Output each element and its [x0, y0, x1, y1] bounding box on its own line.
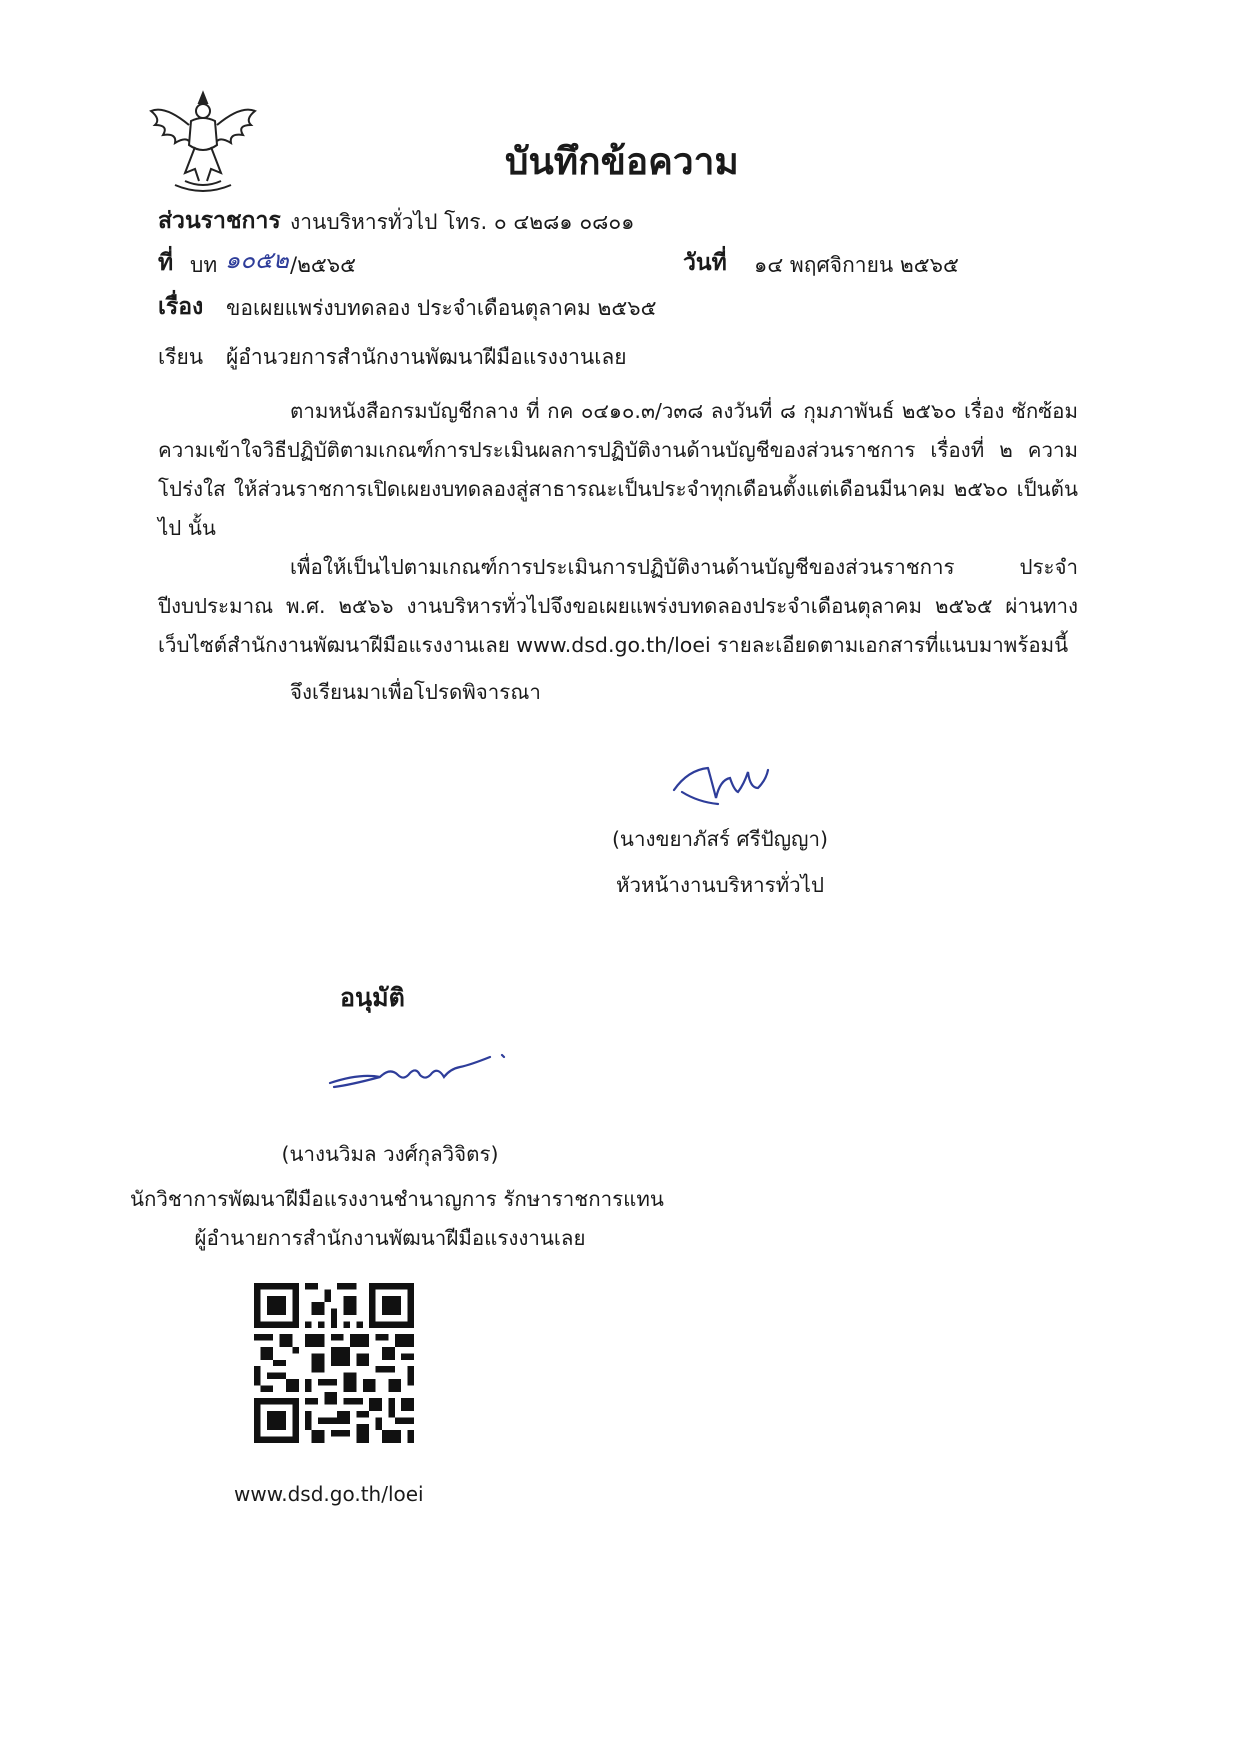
body-paragraph-1-text: ตามหนังสือกรมบัญชีกลาง ที่ กค ๐๔๑๐.๓/ว๓๘ ลงวันที่ ๘ กุมภาพันธ์ ๒๕๖๐ เรื่อง ซักซ้อมความเข้าใจวิธีปฏิบัติตามเกณฑ์การประเมินผลการปฏิบัติงานด้านบัญชีของส่วนราชการ เรื่องที่ ๒ ความโปร่งใส ให้ส่วนราชการเปิดเผยงบทดลองสู่สาธารณะเป็นประจำทุกเดือนตั้งแต่เดือนมีนาคม ๒๕๖๐ เป็นต้นไป นั้น	[158, 399, 1078, 540]
approver-position-line-1: นักวิชาการพัฒนาฝีมือแรงงานชำนาญการ รักษาราชการแทน	[130, 1187, 664, 1211]
subject-label: เรื่อง	[158, 294, 204, 320]
date-value: ๑๔ พฤศจิกายน ๒๕๖๕	[754, 253, 959, 277]
closing-line: จึงเรียนมาเพื่อโปรดพิจารณา	[290, 680, 541, 704]
signature-1-icon	[668, 750, 788, 810]
memo-title: บันทึกข้อความ	[505, 140, 739, 183]
qr-code-icon[interactable]	[254, 1283, 414, 1443]
approver-position-line-2: ผู้อำนายการสำนักงานพัฒนาฝีมือแรงงานเลย	[194, 1226, 586, 1250]
to-label: เรียน	[158, 345, 204, 369]
approval-label: อนุมัติ	[340, 983, 405, 1012]
to-value: ผู้อำนวยการสำนักงานพัฒนาฝีมือแรงงานเลย	[226, 345, 627, 369]
signatory-1-name: (นางขยาภัสร์ ศรีปัญญา)	[611, 827, 829, 851]
department-value: งานบริหารทั่วไป โทร. ๐ ๔๒๘๑ ๐๘๐๑	[290, 210, 635, 234]
body-paragraph-2	[158, 548, 1078, 665]
ref-number-handwritten: ๑๐๕๒	[225, 246, 289, 274]
department-label: ส่วนราชการ	[158, 208, 281, 234]
date-label: วันที่	[683, 250, 727, 276]
body-paragraph-1	[158, 392, 1078, 548]
ref-suffix: /๒๕๖๕	[290, 253, 357, 277]
ref-label: ที่	[158, 250, 174, 276]
ref-prefix: บท	[190, 253, 218, 277]
signature-2-icon	[320, 1045, 540, 1095]
signatory-1-position: หัวหน้างานบริหารทั่วไป	[615, 873, 824, 897]
footer-url[interactable]: www.dsd.go.th/loei	[234, 1482, 424, 1506]
subject-value: ขอเผยแพร่งบทดลอง ประจำเดือนตุลาคม ๒๕๖๕	[226, 296, 657, 320]
garuda-emblem-icon	[145, 85, 261, 197]
body-paragraph-2-text: เพื่อให้เป็นไปตามเกณฑ์การประเมินการปฏิบัติงานด้านบัญชีของส่วนราชการ ประจำปีงบประมาณ พ.ศ. ๒๕๖๖ งานบริหารทั่วไปจึงขอเผยแพร่งบทดลองประจำเดือนตุลาคม ๒๕๖๕ ผ่านทางเว็บไซต์สำนักงานพัฒนาฝีมือแรงงานเลย www.dsd.go.th/loei รายละเอียดตามเอกสารที่แนบมาพร้อมนี้	[158, 555, 1078, 657]
approver-name: (นางนวิมล วงศ์กุลวิจิตร)	[281, 1142, 499, 1166]
